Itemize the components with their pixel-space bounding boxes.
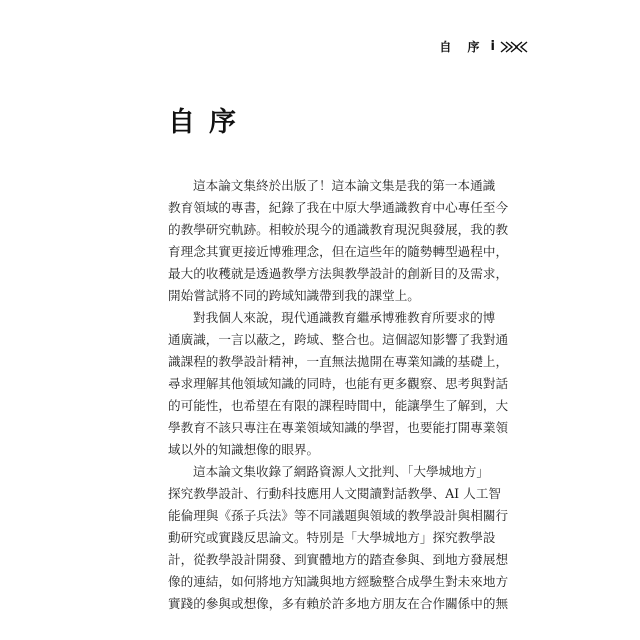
text-line: 最大的收穫就是透過教學方法與教學設計的創新目的及需求， — [168, 266, 509, 281]
chapter-title: 自序 — [168, 107, 250, 138]
text-line: 的教學研究軌跡。相較於現今的通識教育現況與發展，我的教 — [168, 222, 509, 237]
text-line: 識課程的教學設計精神，一直無法拋開在專業知識的基礎上， — [168, 354, 509, 369]
text-line: 對我個人來說，現代通識教育繼承博雅教育所要求的博 — [193, 310, 496, 325]
text-line: 域以外的知識想像的眼界。 — [168, 442, 320, 457]
text-line: 計，從教學設計開發、到實體地方的踏查參與、到地方發展想 — [168, 552, 509, 567]
running-head — [439, 38, 528, 55]
text-line: 探究教學設計、行動科技應用人文閱讀對話教學、AI 人工智 — [168, 486, 501, 501]
text-line: 教育領域的專書，紀錄了我在中原大學通識教育中心專任至今 — [168, 200, 509, 215]
text-line: 尋求理解其他領域知識的同時，也能有更多觀察、思考與對話 — [168, 376, 509, 391]
text-line: 實踐的參與或想像，多有賴於許多地方朋友在合作關係中的無 — [168, 596, 509, 611]
text-line: 像的連結，如何將地方知識與地方經驗整合成學生對未來地方 — [168, 574, 509, 589]
running-title: 自 序 — [439, 40, 486, 54]
text-line: 通廣識，一言以蔽之，跨域、整合也。這個認知影響了我對通 — [168, 332, 509, 347]
page-number: i — [490, 39, 495, 54]
paragraph — [168, 461, 509, 615]
text-line: 的可能性，也希望在有限的課程時間中，能讓學生了解到，大 — [168, 398, 509, 413]
body-text — [168, 175, 509, 615]
text-line: 這本論文集收錄了網路資源人文批判、「大學城地方」 — [193, 464, 489, 479]
ornament-icon — [500, 41, 528, 53]
text-line: 學教育不該只專注在專業領域知識的學習，也要能打開專業領 — [168, 420, 509, 435]
text-line: 這本論文集終於出版了！這本論文集是我的第一本通識 — [193, 178, 496, 193]
text-line: 育理念其實更接近博雅理念，但在這些年的隨勢轉型過程中， — [168, 244, 509, 259]
text-line: 開始嘗試將不同的跨域知識帶到我的課堂上。 — [168, 288, 420, 303]
paragraph — [168, 307, 509, 461]
paragraph — [168, 175, 509, 307]
text-line: 動研究或實踐反思論文。特別是「大學城地方」探究教學設 — [168, 530, 496, 545]
text-line: 能倫理與《孫子兵法》等不同議題與領域的教學設計與相關行 — [168, 508, 509, 523]
